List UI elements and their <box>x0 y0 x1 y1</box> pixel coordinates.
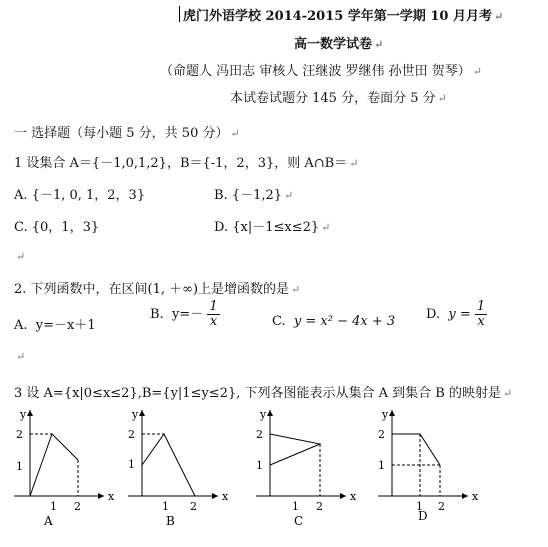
graph-c-tick-x2: 2 <box>316 500 323 513</box>
score-info: 本试卷试题分 145 分，卷面分 5 分 ↵ <box>230 91 447 106</box>
graph-d-tick-y2: 2 <box>378 428 385 441</box>
question-3-stem: 3 设 A={x|0≤x≤2},B={y|1≤y≤2}, 下列各图能表示从集合 A 到集合 B 的映射是 ↵ <box>14 386 513 401</box>
empty-paragraph-mark: ↵ <box>16 250 26 263</box>
graph-b <box>128 408 229 528</box>
graph-a-tick-y1: 1 <box>16 460 23 473</box>
exam-title: 虎门外语学校 2014-2015 学年第一学期 10 月月考 ↵ <box>183 9 504 24</box>
graph-b-y-label: y <box>132 408 139 421</box>
text-cursor <box>179 6 180 22</box>
q2-option-c: C. y = x² − 4x + 3 <box>272 314 396 329</box>
graph-c <box>256 408 357 528</box>
graph-a-y-label: y <box>20 408 27 421</box>
graph-c-tick-y1: 1 <box>256 459 263 472</box>
q2-option-a: A. y=－x＋1 <box>14 318 96 333</box>
graph-d-label: D <box>418 509 428 523</box>
exam-subtitle: 高一数学试卷 ↵ <box>294 37 384 52</box>
question-2-stem: 2. 下列函数中，在区间(1, ＋∞)上是增函数的是 ↵ <box>14 282 301 297</box>
graph-c-tick-y2: 2 <box>256 428 263 441</box>
graph-a-label: A <box>44 514 53 528</box>
graph-d-tick-x2: 2 <box>438 500 445 513</box>
graph-b-tick-y2: 2 <box>128 428 135 441</box>
q1-option-d: D. {x|－1≤x≤2} ↵ <box>214 220 331 235</box>
q2-option-d: D. y = $\frac{1}{x}$ <box>426 299 486 329</box>
empty-paragraph-mark-2: ↵ <box>16 350 26 363</box>
graph-d <box>378 408 479 523</box>
graph-c-x-label: x <box>350 490 357 503</box>
graph-b-tick-x1: 1 <box>162 500 169 513</box>
graph-b-tick-y1: 1 <box>128 458 135 471</box>
authors-line: （命题人 冯田志 审核人 汪继波 罗继伟 孙世田 贺琴） ↵ <box>160 64 483 79</box>
q1-option-a: A. {－1, 0, 1，2，3} <box>14 188 146 203</box>
graph-d-tick-y1: 1 <box>378 459 385 472</box>
graph-b-tick-x2: 2 <box>190 500 197 513</box>
section-heading: 一 选择题（每小题 5 分，共 50 分） ↵ <box>14 126 240 141</box>
question-1-stem: 1 设集合 A＝{－1,0,1,2}，B＝{-1，2，3}，则 A∩B＝ ↵ <box>14 156 359 171</box>
graph-b-label: B <box>166 514 175 528</box>
graph-d-y-label: y <box>382 408 389 421</box>
q3-graphs <box>0 400 548 547</box>
graph-a-tick-y2: 2 <box>16 428 23 441</box>
q2-option-b: B. y=－ $\frac{1}{x}$ <box>150 299 218 329</box>
graph-a-tick-x1: 1 <box>50 500 57 513</box>
graph-d-tick-x1: 1 <box>416 500 423 513</box>
graph-d-x-label: x <box>472 490 479 503</box>
graph-c-tick-x1: 1 <box>292 500 299 513</box>
graph-b-x-label: x <box>222 490 229 503</box>
graph-a-tick-x2: 2 <box>74 500 81 513</box>
graph-c-label: C <box>294 514 304 528</box>
q1-option-c: C. {0，1，3} <box>14 220 100 235</box>
graph-c-y-label: y <box>260 408 267 421</box>
graph-a-x-label: x <box>108 490 115 503</box>
q2-d-fraction: $\frac{1}{x}$ <box>476 299 486 329</box>
q1-option-b: B. {－1,2} ↵ <box>214 188 294 203</box>
graph-a <box>14 408 115 528</box>
q2-b-fraction: $\frac{1}{x}$ <box>209 299 218 329</box>
